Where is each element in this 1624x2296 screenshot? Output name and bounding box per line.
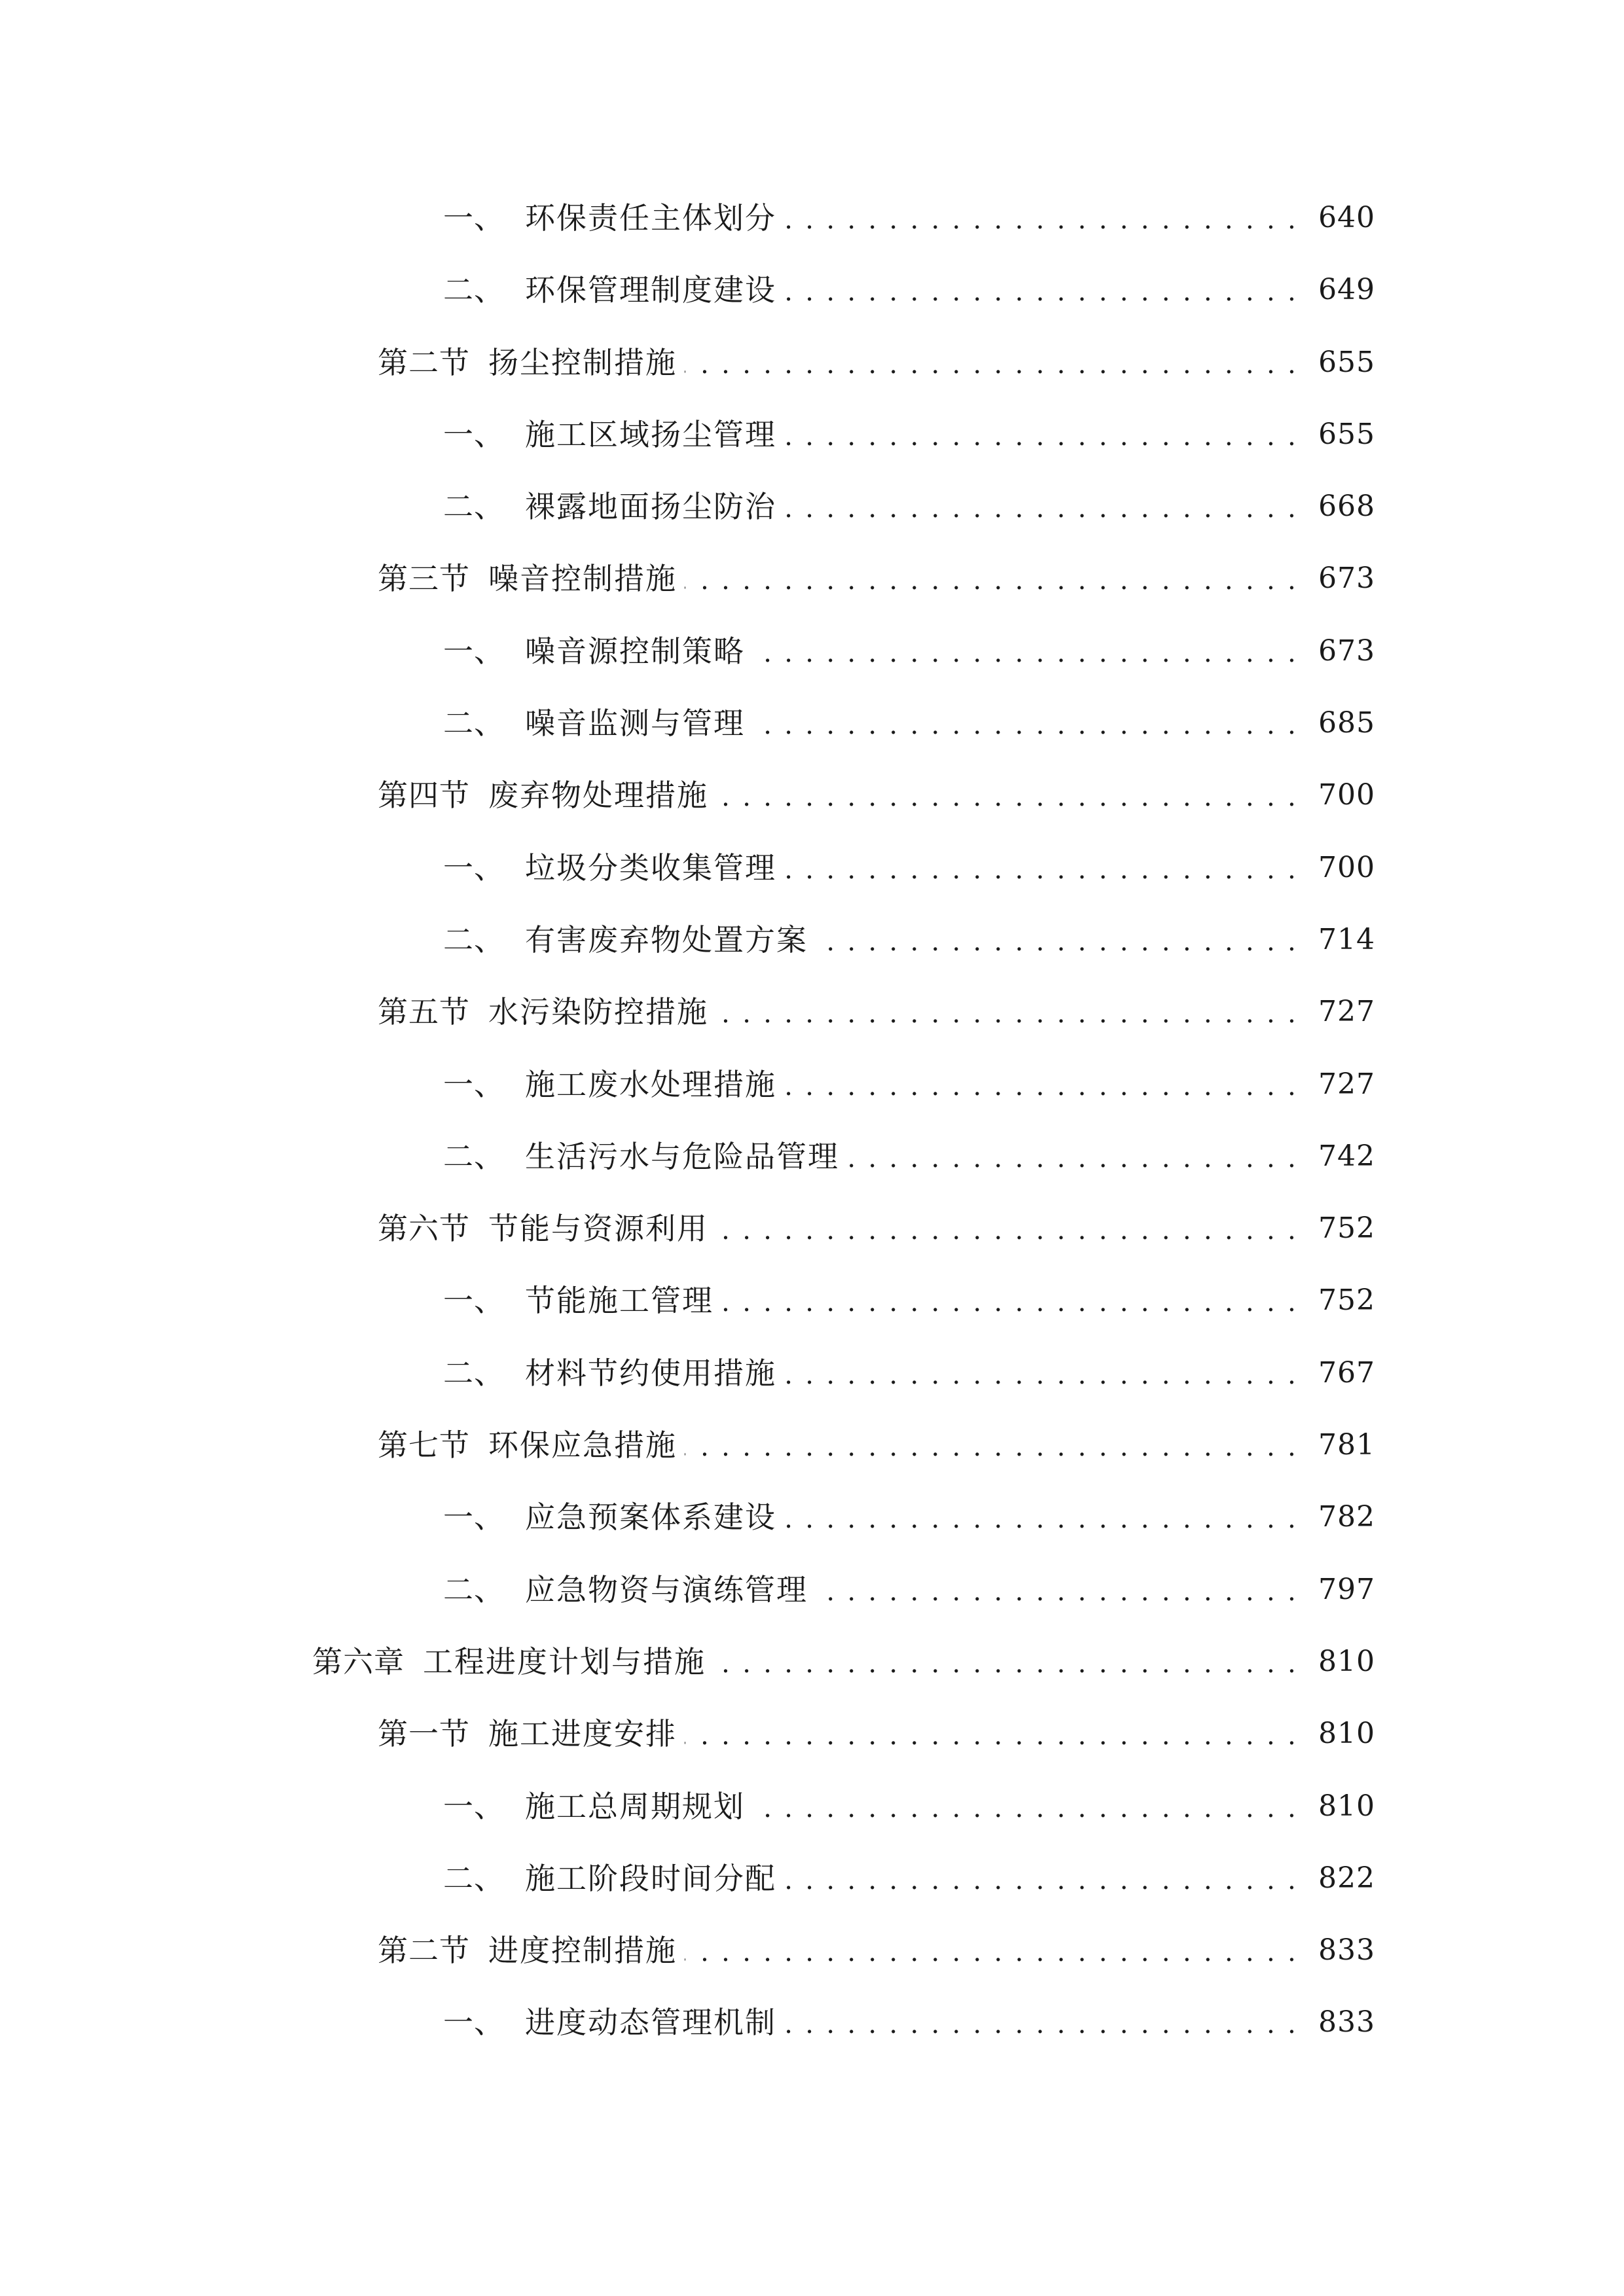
toc-entry[interactable]	[0, 910, 1624, 982]
toc-entry[interactable]	[0, 1560, 1624, 1632]
toc-entry-number: 第六章	[312, 1643, 405, 1679]
toc-entry-number: 一、	[443, 1788, 505, 1824]
toc-entry-title: 施工废水处理措施	[525, 1066, 776, 1102]
dot-leader	[784, 1856, 1298, 1901]
toc-entry-page: 742	[1318, 1139, 1375, 1173]
toc-entry-number: 一、	[443, 1499, 505, 1535]
toc-entry-number: 二、	[443, 922, 505, 958]
toc-entry[interactable]	[0, 477, 1624, 549]
toc-entry-title: 生活污水与危险品管理	[525, 1138, 839, 1174]
toc-entry-page: 668	[1318, 490, 1375, 524]
toc-entry-title: 施工阶段时间分配	[525, 1860, 776, 1896]
toc-entry-page: 797	[1318, 1572, 1375, 1606]
dot-leader	[716, 1206, 1298, 1251]
dot-leader	[685, 1711, 1298, 1757]
toc-entry-title: 施工区域扬尘管理	[525, 416, 776, 452]
toc-entry-title: 噪音监测与管理	[525, 706, 745, 742]
toc-entry-page: 727	[1318, 1067, 1375, 1101]
toc-entry-title: 节能与资源利用	[488, 1211, 708, 1247]
dot-leader	[685, 1928, 1298, 1973]
toc-entry-title: 环保责任主体划分	[525, 200, 776, 236]
dot-leader	[784, 484, 1298, 529]
toc-entry[interactable]	[0, 1704, 1624, 1776]
toc-entry-page: 810	[1318, 1789, 1375, 1823]
dot-leader	[784, 412, 1298, 457]
toc-entry-title: 应急物资与演练管理	[525, 1571, 808, 1607]
toc-entry-page: 714	[1318, 922, 1375, 956]
toc-entry[interactable]	[0, 1777, 1624, 1849]
toc-entry-number: 第二节	[378, 344, 470, 380]
toc-entry-page: 822	[1318, 1861, 1375, 1895]
toc-entry-number: 二、	[443, 1571, 505, 1607]
toc-entry-number: 一、	[443, 633, 505, 669]
dot-leader	[816, 1567, 1298, 1613]
toc-entry[interactable]	[0, 1344, 1624, 1416]
toc-entry-title: 环保应急措施	[488, 1427, 677, 1463]
toc-entry-page: 781	[1318, 1428, 1375, 1462]
toc-entry-title: 工程进度计划与措施	[423, 1643, 706, 1679]
dot-leader	[784, 195, 1298, 241]
toc-entry-page: 833	[1318, 2005, 1375, 2039]
toc-entry-page: 767	[1318, 1355, 1375, 1390]
toc-entry-number: 一、	[443, 2005, 505, 2041]
table-of-contents	[0, 188, 1624, 2066]
toc-entry[interactable]	[0, 405, 1624, 477]
toc-entry[interactable]	[0, 333, 1624, 405]
toc-entry-title: 应急预案体系建设	[525, 1499, 776, 1535]
toc-entry-page: 640	[1318, 201, 1375, 234]
toc-entry-page: 685	[1318, 706, 1375, 740]
toc-entry-page: 700	[1318, 850, 1375, 884]
toc-entry-title: 施工总周期规划	[525, 1788, 745, 1824]
toc-entry[interactable]	[0, 1993, 1624, 2065]
toc-entry-title: 水污染防控措施	[488, 994, 708, 1030]
dot-leader	[685, 556, 1298, 601]
toc-entry-page: 727	[1318, 995, 1375, 1029]
toc-entry-number: 第三节	[378, 561, 470, 597]
toc-entry[interactable]	[0, 694, 1624, 766]
toc-entry[interactable]	[0, 1416, 1624, 1488]
toc-entry-title: 进度控制措施	[488, 1933, 677, 1969]
toc-entry-title: 施工进度安排	[488, 1716, 677, 1752]
toc-entry-title: 噪音控制措施	[488, 561, 677, 597]
toc-entry[interactable]	[0, 766, 1624, 838]
toc-entry-page: 752	[1318, 1283, 1375, 1318]
toc-entry-title: 废弃物处理措施	[488, 778, 708, 814]
toc-entry-page: 700	[1318, 778, 1375, 812]
dot-leader	[685, 1422, 1298, 1468]
toc-entry-number: 二、	[443, 1355, 505, 1391]
toc-entry-number: 第二节	[378, 1933, 470, 1969]
toc-entry-page: 673	[1318, 634, 1375, 668]
toc-entry-number: 第五节	[378, 994, 470, 1030]
toc-entry-title: 裸露地面扬尘防治	[525, 489, 776, 525]
toc-entry[interactable]	[0, 1127, 1624, 1199]
toc-entry-title: 有害废弃物处置方案	[525, 922, 808, 958]
toc-entry-number: 第四节	[378, 778, 470, 814]
toc-entry-number: 一、	[443, 850, 505, 886]
dot-leader	[685, 340, 1298, 386]
toc-entry[interactable]	[0, 1055, 1624, 1127]
toc-entry-number: 二、	[443, 1138, 505, 1174]
toc-entry-page: 833	[1318, 1933, 1375, 1967]
toc-entry[interactable]	[0, 260, 1624, 332]
toc-entry-title: 材料节约使用措施	[525, 1355, 776, 1391]
toc-entry[interactable]	[0, 1271, 1624, 1343]
toc-entry-title: 噪音源控制策略	[525, 633, 745, 669]
dot-leader	[753, 628, 1298, 674]
toc-entry-number: 一、	[443, 1283, 505, 1319]
toc-entry-title: 垃圾分类收集管理	[525, 850, 776, 886]
toc-entry-number: 二、	[443, 706, 505, 742]
toc-entry[interactable]	[0, 1849, 1624, 1921]
toc-entry-page: 649	[1318, 273, 1375, 307]
toc-entry-title: 进度动态管理机制	[525, 2005, 776, 2041]
toc-entry-page: 655	[1318, 345, 1375, 379]
toc-entry[interactable]	[0, 549, 1624, 621]
toc-entry[interactable]	[0, 1632, 1624, 1704]
toc-entry-number: 一、	[443, 1066, 505, 1102]
toc-entry-page: 810	[1318, 1717, 1375, 1751]
toc-entry-number: 一、	[443, 416, 505, 452]
toc-entry-number: 二、	[443, 489, 505, 525]
dot-leader	[847, 1134, 1298, 1179]
dot-leader	[816, 917, 1298, 963]
toc-entry[interactable]	[0, 982, 1624, 1054]
toc-entry[interactable]	[0, 1488, 1624, 1560]
dot-leader	[716, 989, 1298, 1035]
dot-leader	[716, 772, 1298, 818]
toc-entry[interactable]	[0, 188, 1624, 260]
toc-entry-page: 673	[1318, 562, 1375, 596]
toc-entry-page: 810	[1318, 1644, 1375, 1678]
dot-leader	[784, 267, 1298, 313]
dot-leader	[753, 700, 1298, 746]
dot-leader	[784, 1494, 1298, 1540]
dot-leader	[721, 1278, 1298, 1323]
dot-leader	[784, 845, 1298, 891]
dot-leader	[753, 1784, 1298, 1829]
dot-leader	[713, 1639, 1298, 1685]
toc-entry-page: 782	[1318, 1500, 1375, 1534]
dot-leader	[784, 1062, 1298, 1107]
toc-entry[interactable]	[0, 622, 1624, 694]
toc-entry[interactable]	[0, 838, 1624, 910]
toc-entry-title: 节能施工管理	[525, 1283, 713, 1319]
toc-entry-title: 扬尘控制措施	[488, 344, 677, 380]
toc-entry-number: 二、	[443, 1860, 505, 1896]
toc-entry-number: 一、	[443, 200, 505, 236]
toc-entry-page: 752	[1318, 1211, 1375, 1246]
toc-entry[interactable]	[0, 1921, 1624, 1993]
toc-entry-number: 第六节	[378, 1211, 470, 1247]
dot-leader	[784, 2000, 1298, 2045]
dot-leader	[784, 1350, 1298, 1396]
toc-entry-number: 二、	[443, 272, 505, 308]
toc-entry-page: 655	[1318, 417, 1375, 451]
toc-entry-number: 第一节	[378, 1716, 470, 1752]
toc-entry-title: 环保管理制度建设	[525, 272, 776, 308]
toc-entry-number: 第七节	[378, 1427, 470, 1463]
toc-entry[interactable]	[0, 1199, 1624, 1271]
